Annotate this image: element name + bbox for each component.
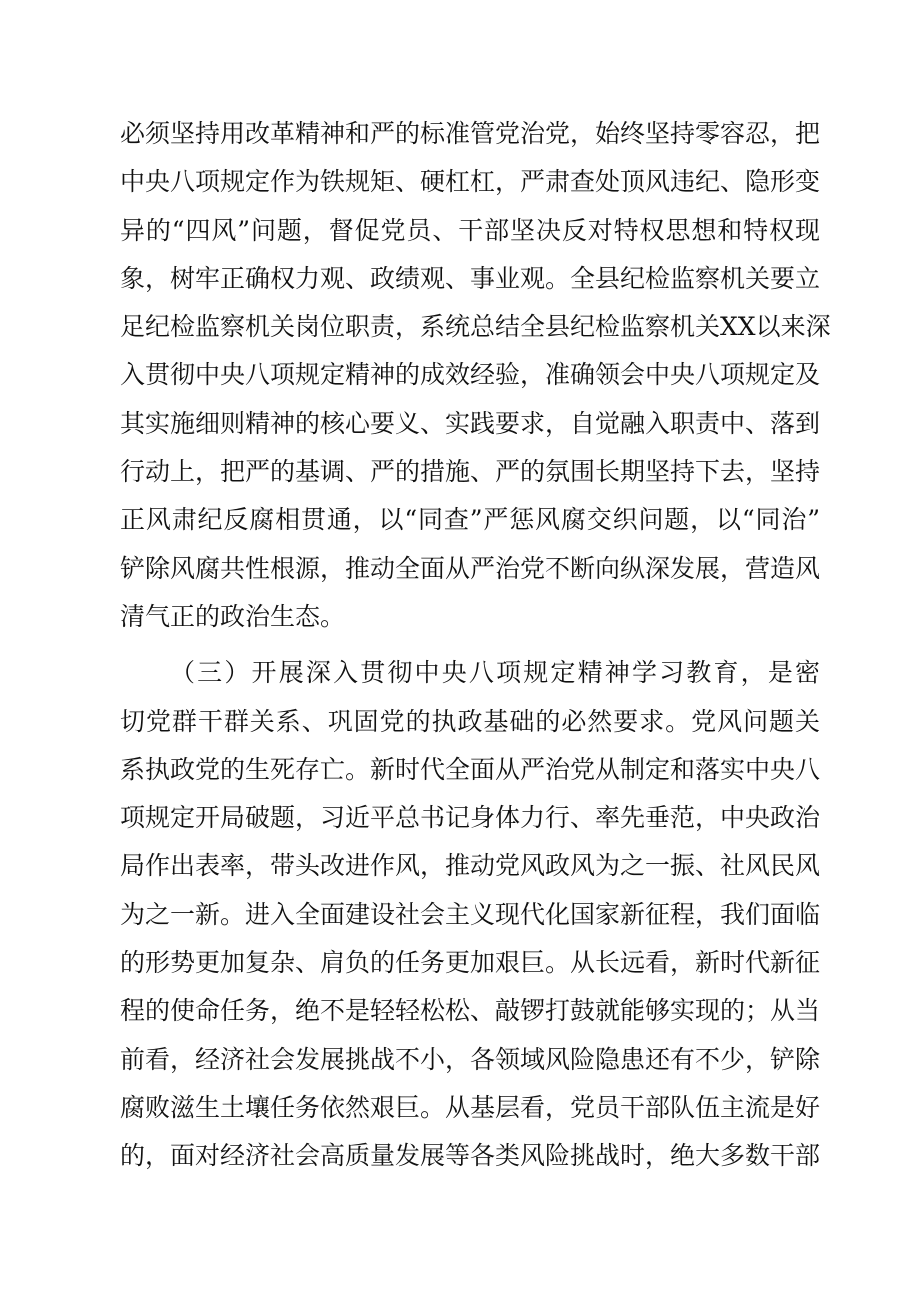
text-line: 系执政党的生死存亡。新时代全面从严治党从制定和落实中央八	[120, 754, 821, 784]
paragraph-gap	[120, 641, 820, 649]
text-line: 入贯彻中央八项规定精神的成效经验，准确领会中央八项规定及	[120, 360, 821, 390]
text-line: 前看，经济社会发展挑战不小，各领域风险隐患还有不少，铲除	[120, 1044, 821, 1074]
text-line: 象，树牢正确权力观、政绩观、事业观。全县纪检监察机关要立	[120, 263, 821, 293]
text-line: 行动上，把严的基调、严的措施、严的氛围长期坚持下去，坚持	[120, 457, 821, 487]
text-line: 正风肃纪反腐相贯通，以“同查”严惩风腐交织问题，以“同治”	[120, 505, 820, 535]
text-line: （三）开展深入贯彻中央八项规定精神学习教育，是密	[170, 658, 820, 688]
text-line: 足纪检监察机关岗位职责，系统总结全县纪检监察机关XX以来深	[120, 312, 831, 342]
body-text	[120, 110, 831, 1181]
text-line: 项规定开局破题，习近平总书记身体力行、率先垂范，中央政治	[120, 803, 821, 833]
text-line: 腐败滋生土壤任务依然艰巨。从基层看，党员干部队伍主流是好	[120, 1092, 821, 1122]
text-line: 必须坚持用改革精神和严的标准管党治党，始终坚持零容忍，把	[120, 119, 821, 148]
paragraph-2	[120, 649, 820, 1180]
text-line: 中央八项规定作为铁规矩、硬杠杠，严肃查处顶风违纪、隐形变	[120, 167, 821, 197]
text-line: 清气正的政治生态。	[120, 601, 346, 631]
text-line: 异的“四风”问题，督促党员、干部坚决反对特权思想和特权现	[120, 215, 820, 245]
paragraph-1	[120, 110, 831, 641]
text-line: 为之一新。进入全面建设社会主义现代化国家新征程，我们面临	[120, 899, 821, 929]
text-line: 切党群干群关系、巩固党的执政基础的必然要求。党风问题关	[120, 706, 820, 736]
text-line: 程的使命任务，绝不是轻轻松松、敲锣打鼓就能够实现的；从当	[120, 996, 821, 1026]
text-line: 的形势更加复杂、肩负的任务更加艰巨。从长远看，新时代新征	[120, 948, 821, 978]
text-line: 局作出表率，带头改进作风，推动党风政风为之一振、社风民风	[120, 851, 821, 881]
text-line: 铲除风腐共性根源，推动全面从严治党不断向纵深发展，营造风	[120, 553, 821, 583]
text-line: 的，面对经济社会高质量发展等各类风险挑战时，绝大多数干部	[120, 1141, 821, 1171]
text-line: 其实施细则精神的核心要义、实践要求，自觉融入职责中、落到	[120, 408, 821, 438]
